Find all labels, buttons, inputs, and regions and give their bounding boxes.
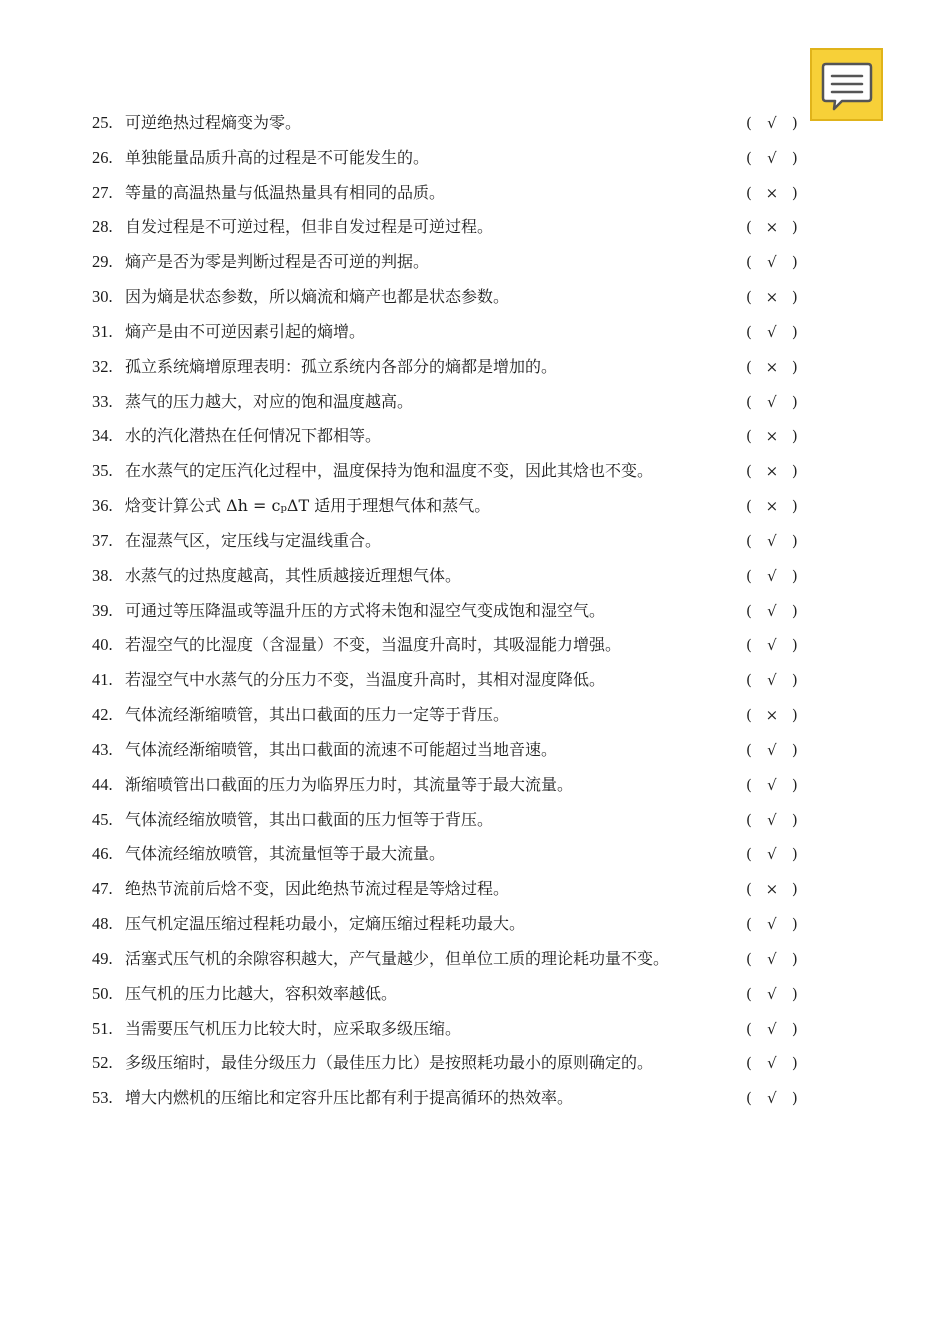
answer-close-paren: ) bbox=[791, 671, 798, 690]
question-text: 若湿空气的比湿度（含湿量）不变，当温度升高时，其吸湿能力增强。 bbox=[125, 635, 622, 655]
question-number: 51. bbox=[92, 1018, 113, 1038]
answer-close-paren: ) bbox=[791, 392, 798, 411]
answer-close-paren: ) bbox=[791, 427, 798, 446]
question-number: 46. bbox=[92, 844, 113, 864]
question-number: 32. bbox=[92, 356, 113, 376]
answer-close-paren: ) bbox=[791, 845, 798, 864]
answer-close-paren: ) bbox=[791, 810, 798, 829]
question-number: 34. bbox=[92, 426, 113, 446]
answer-box bbox=[746, 663, 798, 698]
answer-box bbox=[746, 210, 798, 245]
answer-box bbox=[746, 628, 798, 663]
question-row bbox=[92, 315, 812, 350]
answer-open-paren: ( bbox=[746, 114, 752, 132]
answer-box bbox=[746, 803, 798, 838]
answer-box bbox=[746, 489, 798, 524]
answer-mark: √ bbox=[767, 984, 777, 1003]
answer-open-paren: ( bbox=[746, 915, 752, 934]
answer-mark: × bbox=[765, 218, 779, 237]
answer-open-paren: ( bbox=[746, 775, 752, 794]
answer-mark: √ bbox=[767, 531, 777, 550]
question-row bbox=[92, 350, 812, 385]
question-text: 多级压缩时，最佳分级压力（最佳压力比）是按照耗功最小的原则确定的。 bbox=[125, 1053, 654, 1073]
answer-open-paren: ( bbox=[746, 183, 752, 202]
question-number: 28. bbox=[92, 217, 113, 237]
question-text: 压气机定温压缩过程耗功最小，定熵压缩过程耗功最大。 bbox=[125, 914, 526, 934]
question-row bbox=[92, 628, 812, 663]
question-row bbox=[92, 245, 812, 280]
question-text: 熵产是由不可逆因素引起的熵增。 bbox=[125, 321, 366, 341]
question-text: 可通过等压降温或等温升压的方式将未饱和湿空气变成饱和湿空气。 bbox=[125, 600, 606, 620]
question-number: 38. bbox=[92, 565, 113, 585]
question-text: 水的汽化潜热在任何情况下都相等。 bbox=[125, 426, 382, 446]
answer-open-paren: ( bbox=[746, 880, 752, 899]
answer-open-paren: ( bbox=[746, 322, 752, 341]
question-number: 31. bbox=[92, 321, 113, 341]
answer-mark: × bbox=[765, 427, 779, 446]
question-row bbox=[92, 524, 812, 559]
answer-open-paren: ( bbox=[746, 601, 752, 620]
answer-close-paren: ) bbox=[791, 288, 798, 307]
answer-open-paren: ( bbox=[746, 357, 752, 376]
answer-open-paren: ( bbox=[746, 740, 752, 759]
answer-box bbox=[746, 454, 798, 489]
question-number: 41. bbox=[92, 670, 113, 690]
answer-open-paren: ( bbox=[746, 949, 752, 968]
question-row bbox=[92, 210, 812, 245]
answer-mark: √ bbox=[767, 148, 777, 167]
answer-mark: √ bbox=[767, 949, 777, 968]
answer-box bbox=[746, 385, 798, 420]
answer-mark: √ bbox=[767, 671, 777, 690]
answer-open-paren: ( bbox=[746, 462, 752, 481]
answer-mark: √ bbox=[767, 114, 777, 132]
answer-close-paren: ) bbox=[791, 1054, 798, 1073]
question-text: 压气机的压力比越大，容积效率越低。 bbox=[125, 983, 398, 1003]
question-row bbox=[92, 977, 812, 1012]
answer-box bbox=[746, 1046, 798, 1081]
answer-box bbox=[746, 977, 798, 1012]
answer-box bbox=[746, 1012, 798, 1047]
question-number: 43. bbox=[92, 739, 113, 759]
answer-box bbox=[746, 768, 798, 803]
question-text: 焓变计算公式 Δh = cₚΔT 适用于理想气体和蒸气。 bbox=[125, 496, 491, 516]
answer-box bbox=[746, 559, 798, 594]
question-text: 可逆绝热过程熵变为零。 bbox=[125, 113, 302, 132]
question-row bbox=[92, 733, 812, 768]
answer-box bbox=[746, 350, 798, 385]
answer-mark: √ bbox=[767, 636, 777, 655]
answer-close-paren: ) bbox=[791, 253, 798, 272]
question-row bbox=[92, 768, 812, 803]
answer-box bbox=[746, 837, 798, 872]
answer-open-paren: ( bbox=[746, 810, 752, 829]
question-text: 熵产是否为零是判断过程是否可逆的判据。 bbox=[125, 252, 430, 272]
answer-open-paren: ( bbox=[746, 566, 752, 585]
answer-box bbox=[746, 872, 798, 907]
question-row bbox=[92, 1012, 812, 1047]
answer-close-paren: ) bbox=[791, 531, 798, 550]
answer-mark: √ bbox=[767, 253, 777, 272]
question-row bbox=[92, 803, 812, 838]
question-text: 气体流经缩放喷管，其流量恒等于最大流量。 bbox=[125, 844, 446, 864]
answer-mark: √ bbox=[767, 775, 777, 794]
answer-mark: √ bbox=[767, 740, 777, 759]
answer-mark: × bbox=[765, 706, 779, 725]
question-text: 在湿蒸气区，定压线与定温线重合。 bbox=[125, 530, 382, 550]
answer-close-paren: ) bbox=[791, 322, 798, 341]
question-number: 25. bbox=[92, 113, 113, 132]
answer-open-paren: ( bbox=[746, 1019, 752, 1038]
question-text: 增大内燃机的压缩比和定容升压比都有利于提高循环的热效率。 bbox=[125, 1088, 574, 1108]
question-row bbox=[92, 663, 812, 698]
question-row bbox=[92, 1081, 812, 1116]
answer-mark: √ bbox=[767, 1019, 777, 1038]
question-text: 气体流经缩放喷管，其出口截面的压力恒等于背压。 bbox=[125, 809, 494, 829]
question-row bbox=[92, 141, 812, 176]
question-row bbox=[92, 907, 812, 942]
answer-mark: × bbox=[765, 462, 779, 481]
answer-mark: √ bbox=[767, 845, 777, 864]
answer-open-paren: ( bbox=[746, 984, 752, 1003]
answer-close-paren: ) bbox=[791, 566, 798, 585]
question-number: 50. bbox=[92, 983, 113, 1003]
answer-open-paren: ( bbox=[746, 392, 752, 411]
question-number: 52. bbox=[92, 1053, 113, 1073]
question-number: 26. bbox=[92, 147, 113, 167]
answer-mark: √ bbox=[767, 810, 777, 829]
question-number: 36. bbox=[92, 496, 113, 516]
answer-open-paren: ( bbox=[746, 1054, 752, 1073]
answer-close-paren: ) bbox=[791, 740, 798, 759]
question-row bbox=[92, 942, 812, 977]
answer-close-paren: ) bbox=[791, 357, 798, 376]
question-number: 40. bbox=[92, 635, 113, 655]
answer-box bbox=[746, 280, 798, 315]
question-row bbox=[92, 489, 812, 524]
question-row bbox=[92, 106, 812, 141]
answer-close-paren: ) bbox=[791, 636, 798, 655]
question-text: 渐缩喷管出口截面的压力为临界压力时，其流量等于最大流量。 bbox=[125, 774, 574, 794]
question-row bbox=[92, 280, 812, 315]
answer-close-paren: ) bbox=[791, 497, 798, 516]
answer-box bbox=[746, 176, 798, 211]
answer-mark: × bbox=[765, 357, 779, 376]
question-number: 29. bbox=[92, 252, 113, 272]
answer-mark: √ bbox=[767, 1054, 777, 1073]
true-false-question-list bbox=[92, 106, 812, 1116]
answer-close-paren: ) bbox=[791, 915, 798, 934]
answer-close-paren: ) bbox=[791, 114, 798, 132]
question-text: 当需要压气机压力比较大时，应采取多级压缩。 bbox=[125, 1018, 462, 1038]
question-row bbox=[92, 698, 812, 733]
answer-close-paren: ) bbox=[791, 1019, 798, 1038]
answer-mark: × bbox=[765, 183, 779, 202]
answer-open-paren: ( bbox=[746, 497, 752, 516]
answer-close-paren: ) bbox=[791, 462, 798, 481]
answer-box bbox=[746, 942, 798, 977]
answer-close-paren: ) bbox=[791, 706, 798, 725]
answer-close-paren: ) bbox=[791, 880, 798, 899]
answer-open-paren: ( bbox=[746, 706, 752, 725]
answer-mark: √ bbox=[767, 915, 777, 934]
question-number: 45. bbox=[92, 809, 113, 829]
answer-box bbox=[746, 245, 798, 280]
question-row bbox=[92, 176, 812, 211]
answer-box bbox=[746, 698, 798, 733]
question-text: 活塞式压气机的余隙容积越大，产气量越少，但单位工质的理论耗功量不变。 bbox=[125, 948, 670, 968]
question-text: 气体流经渐缩喷管，其出口截面的流速不可能超过当地音速。 bbox=[125, 739, 558, 759]
question-number: 33. bbox=[92, 391, 113, 411]
question-row bbox=[92, 559, 812, 594]
answer-mark: √ bbox=[767, 1089, 777, 1108]
question-row bbox=[92, 385, 812, 420]
answer-box bbox=[746, 419, 798, 454]
question-text: 气体流经渐缩喷管，其出口截面的压力一定等于背压。 bbox=[125, 705, 510, 725]
answer-box bbox=[746, 907, 798, 942]
comment-icon[interactable] bbox=[810, 48, 883, 121]
question-text: 水蒸气的过热度越高，其性质越接近理想气体。 bbox=[125, 565, 462, 585]
question-number: 49. bbox=[92, 948, 113, 968]
question-row bbox=[92, 419, 812, 454]
answer-mark: √ bbox=[767, 322, 777, 341]
answer-box bbox=[746, 733, 798, 768]
answer-box bbox=[746, 106, 798, 141]
question-number: 44. bbox=[92, 774, 113, 794]
answer-open-paren: ( bbox=[746, 636, 752, 655]
question-row bbox=[92, 872, 812, 907]
question-number: 47. bbox=[92, 879, 113, 899]
answer-close-paren: ) bbox=[791, 148, 798, 167]
question-row bbox=[92, 454, 812, 489]
answer-open-paren: ( bbox=[746, 845, 752, 864]
answer-mark: √ bbox=[767, 601, 777, 620]
question-text: 绝热节流前后焓不变，因此绝热节流过程是等焓过程。 bbox=[125, 879, 510, 899]
answer-open-paren: ( bbox=[746, 253, 752, 272]
answer-box bbox=[746, 524, 798, 559]
answer-mark: √ bbox=[767, 392, 777, 411]
question-number: 30. bbox=[92, 287, 113, 307]
answer-close-paren: ) bbox=[791, 601, 798, 620]
answer-open-paren: ( bbox=[746, 148, 752, 167]
question-text: 因为熵是状态参数，所以熵流和熵产也都是状态参数。 bbox=[125, 287, 510, 307]
comment-bubble-icon bbox=[812, 50, 881, 119]
question-row bbox=[92, 594, 812, 629]
answer-open-paren: ( bbox=[746, 288, 752, 307]
question-row bbox=[92, 1046, 812, 1081]
question-text: 若湿空气中水蒸气的分压力不变，当温度升高时，其相对湿度降低。 bbox=[125, 670, 606, 690]
question-text: 等量的高温热量与低温热量具有相同的品质。 bbox=[125, 182, 446, 202]
answer-open-paren: ( bbox=[746, 531, 752, 550]
answer-mark: × bbox=[765, 880, 779, 899]
question-number: 35. bbox=[92, 461, 113, 481]
answer-box bbox=[746, 594, 798, 629]
answer-close-paren: ) bbox=[791, 949, 798, 968]
question-row bbox=[92, 837, 812, 872]
answer-close-paren: ) bbox=[791, 1089, 798, 1108]
answer-close-paren: ) bbox=[791, 218, 798, 237]
answer-mark: × bbox=[765, 497, 779, 516]
answer-box bbox=[746, 141, 798, 176]
answer-mark: × bbox=[765, 288, 779, 307]
question-text: 自发过程是不可逆过程，但非自发过程是可逆过程。 bbox=[125, 217, 494, 237]
question-text: 蒸气的压力越大，对应的饱和温度越高。 bbox=[125, 391, 414, 411]
question-number: 53. bbox=[92, 1088, 113, 1108]
question-number: 27. bbox=[92, 182, 113, 202]
question-text: 在水蒸气的定压汽化过程中，温度保持为饱和温度不变，因此其焓也不变。 bbox=[125, 461, 654, 481]
answer-open-paren: ( bbox=[746, 218, 752, 237]
answer-mark: √ bbox=[767, 566, 777, 585]
question-number: 48. bbox=[92, 914, 113, 934]
answer-close-paren: ) bbox=[791, 775, 798, 794]
answer-box bbox=[746, 1081, 798, 1116]
answer-open-paren: ( bbox=[746, 671, 752, 690]
answer-box bbox=[746, 315, 798, 350]
answer-close-paren: ) bbox=[791, 984, 798, 1003]
answer-close-paren: ) bbox=[791, 183, 798, 202]
question-number: 39. bbox=[92, 600, 113, 620]
answer-open-paren: ( bbox=[746, 427, 752, 446]
question-text: 孤立系统熵增原理表明：孤立系统内各部分的熵都是增加的。 bbox=[125, 356, 558, 376]
question-text: 单独能量品质升高的过程是不可能发生的。 bbox=[125, 147, 430, 167]
answer-open-paren: ( bbox=[746, 1089, 752, 1108]
question-number: 37. bbox=[92, 530, 113, 550]
question-number: 42. bbox=[92, 705, 113, 725]
